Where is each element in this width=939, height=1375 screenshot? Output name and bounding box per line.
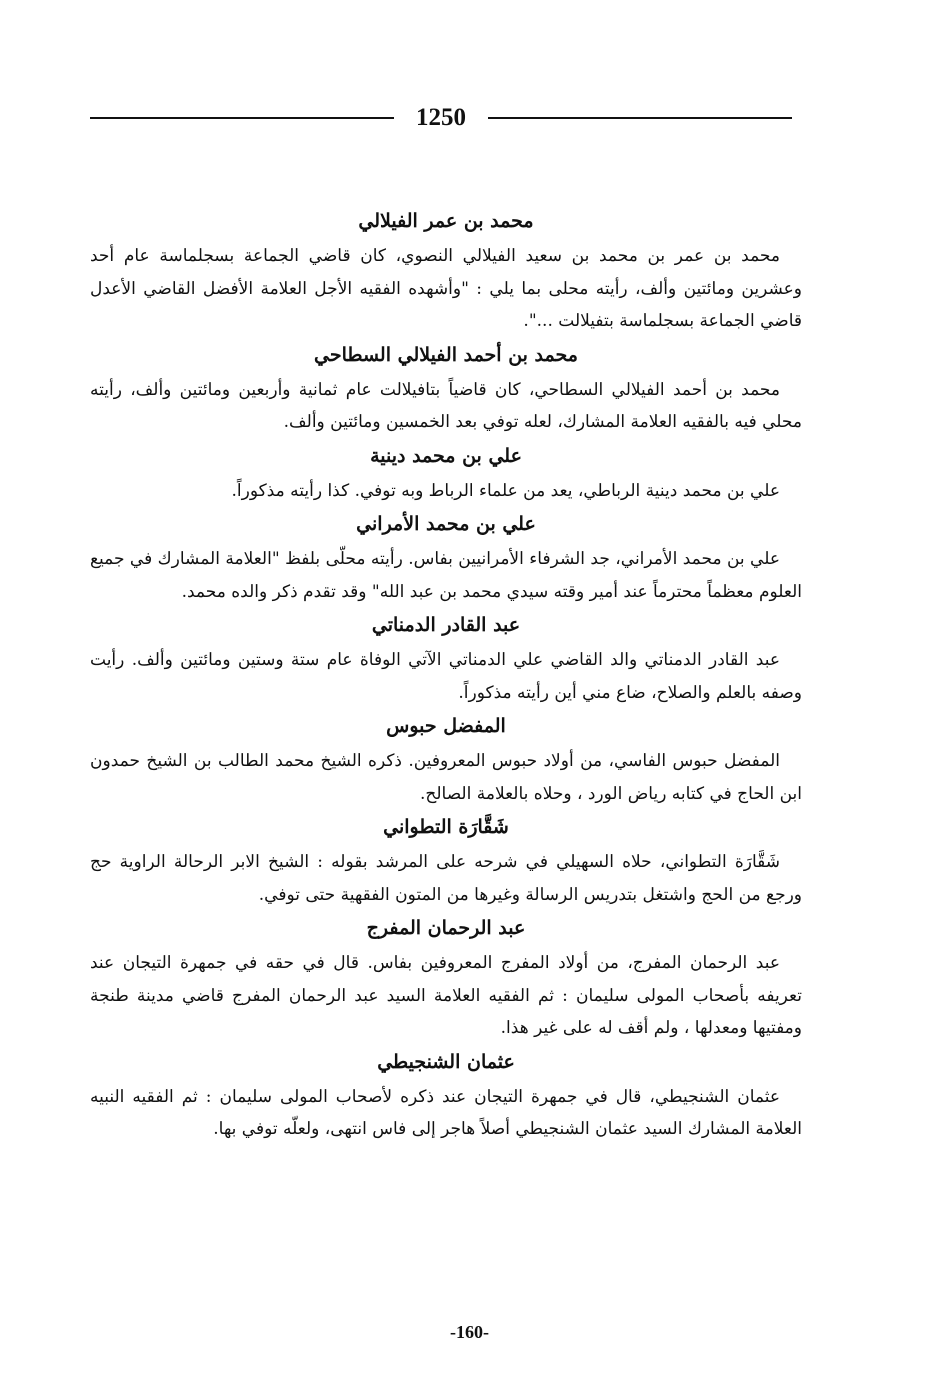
entry-body: المفضل حبوس الفاسي، من أولاد حبوس المعروفين. ذكره الشيخ محمد الطالب بن الشيخ حمدون ابن الحاج في كتابه رياض الورد ، وحلاه بالعلامة الصالح.	[90, 751, 802, 804]
entry-title: محمد بن عمر الفيلالي	[358, 210, 534, 232]
header-rule-left	[90, 117, 394, 119]
entry	[90, 511, 802, 608]
entry-title: المفضل حبوس	[386, 715, 506, 737]
entry-title: شَقَّارَة التطواني	[383, 816, 509, 838]
entry-body: عبد القادر الدمناتي والد القاضي علي الدمناتي الآتي الوفاة عام ستة وستين ومائتين وألف. رأيت وصفه بالعلم والصلاح، ضاع مني أين رأيته مذكوراً.	[90, 650, 802, 703]
entry	[90, 208, 802, 338]
entry	[90, 612, 802, 709]
entry-title: علي بن محمد دينية	[370, 444, 522, 467]
entry-body: محمد بن أحمد الفيلالي السطاحي، كان قاضياً بتافيلالت عام ثمانية وأربعين ومائتين وألف، رأيته محلي فيه بالفقيه العلامة المشارك، لعله توفي بعد الخمسين ومائتين وألف.	[90, 379, 802, 432]
entry-title: عثمان الشنجيطي	[377, 1050, 515, 1073]
entry-body: شَقَّارَة التطواني، حلاه السهيلي في شرحه على المرشد بقوله : الشيخ الابر الرحالة الراوية حج ورجع من الحج واشتغل بتدريس الرسالة وغيرها من المتون الفقهية حتى توفي.	[90, 852, 802, 905]
entry-body: علي بن محمد دينية الرباطي، يعد من علماء الرباط وبه توفي. كذا رأيته مذكوراً.	[231, 480, 780, 501]
header-rule-right	[488, 117, 792, 119]
entry	[90, 814, 802, 911]
entry-title: علي بن محمد الأمراني	[356, 513, 536, 535]
header-page-number: 1250	[416, 104, 466, 131]
entry-title: عبد القادر الدمناتي	[371, 614, 521, 636]
entry	[90, 915, 802, 1045]
entry	[90, 342, 802, 439]
page-header	[90, 98, 792, 138]
entry-body: عثمان الشنجيطي، قال في جمهرة التيجان عند ذكره لأصحاب المولى سليمان : ثم الفقيه النبيه العلامة المشارك السيد عثمان الشنجيطي أصلاً هاجر إلى فاس انتهى، ولعلّه توفي بها.	[90, 1086, 802, 1139]
footer-page-number: -160-	[450, 1322, 489, 1342]
entry-body: عبد الرحمان المفرج، من أولاد المفرج المعروفين بفاس. قال في حقه في جمهرة التيجان عند تعريفه بأصحاب المولى سليمان : ثم الفقيه العلامة السيد عبد الرحمان المفرج قاضي مدينة طنجة ومفتيها ومعدلها ، ولم أقف له على غير هذا.	[90, 953, 802, 1038]
entry	[90, 443, 802, 508]
entry-title: محمد بن أحمد الفيلالي السطاحي	[314, 343, 578, 366]
entry	[90, 1049, 802, 1146]
entry-title: عبد الرحمان المفرج	[366, 917, 526, 939]
entries-list	[90, 208, 802, 1150]
entry-body: علي بن محمد الأمراني، جد الشرفاء الأمرانيين بفاس. رأيته محلّى بلفظ "العلامة المشارك في جميع العلوم معظماً محترماً عند أمير وقته سيدي محمد بن عبد الله" وقد تقدم ذكر والده محمد.	[90, 549, 802, 602]
entry-body: محمد بن عمر بن محمد بن سعيد الفيلالي النصوي، كان قاضي الجماعة بسجلماسة عام أحد وعشرين ومائتين وألف، رأيته محلى بما يلي : "وأشهده الفقيه الأجل العلامة الأفضل القاضي الأعدل قاضي الجماعة بسجلماسة بتفيلالت ...".	[90, 246, 802, 331]
entry	[90, 713, 802, 810]
